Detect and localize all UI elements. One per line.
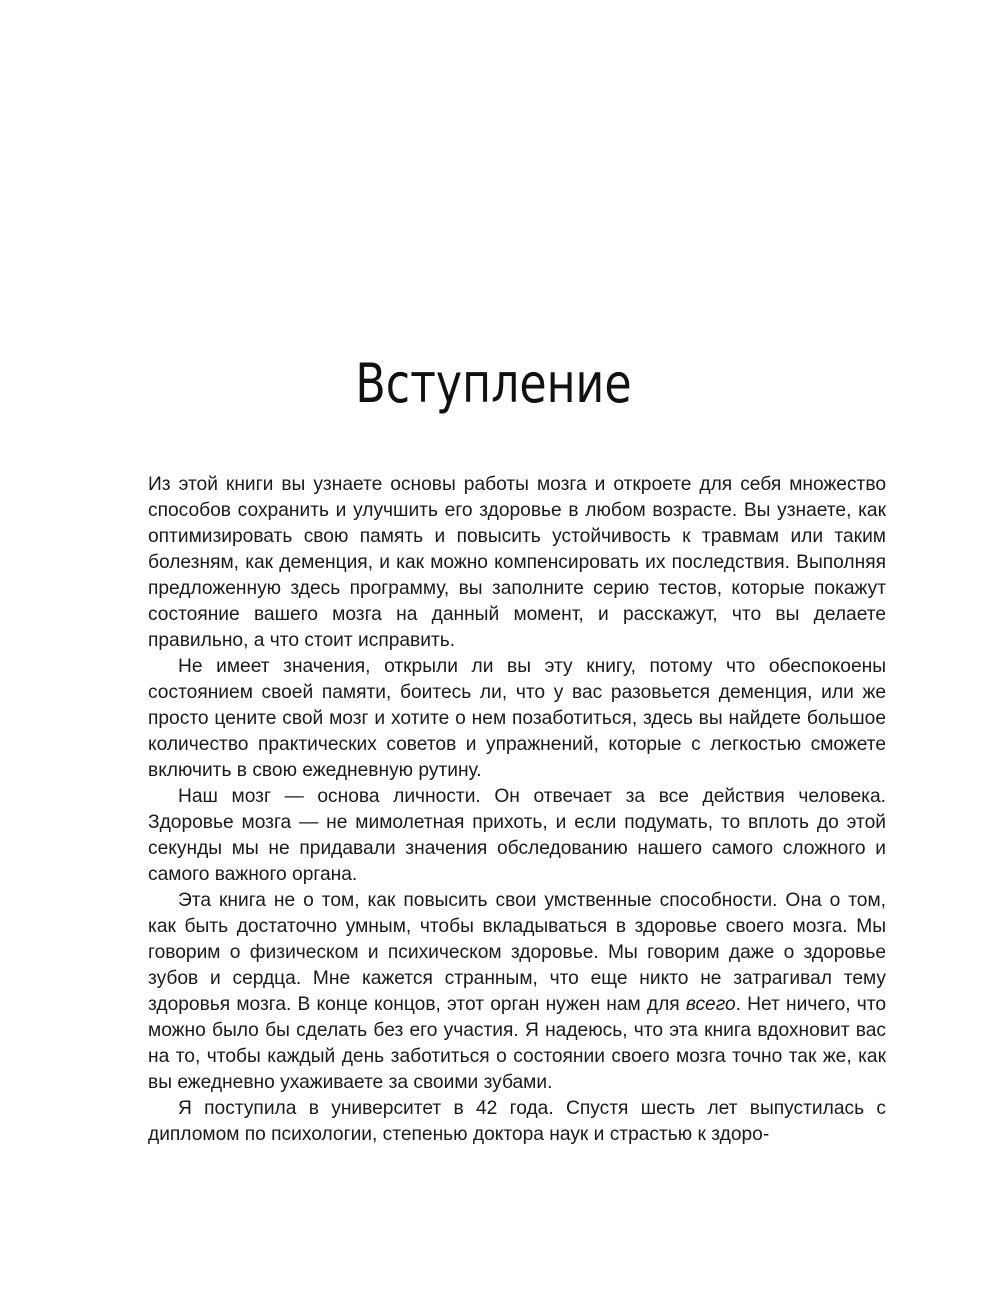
paragraph-5: Я поступила в университет в 42 года. Спустя шесть лет выпустилась с дипломом по психологии, степенью доктора наук и страстью к здоро- (148, 1098, 886, 1145)
paragraph-1: Из этой книги вы узнаете основы работы мозга и откроете для себя множество способов сохранить и улучшить его здоровье в любом возрасте. Вы узнаете, как оптимизировать свою память и повысить устойчивость к травмам или таким болезням, как деменция, и как можно компенсировать их последствия. Выполняя предложенную здесь программу, вы заполните серию тестов, которые покажут состояние вашего мозга на данный момент, и расскажут, что вы делаете правильно, а что стоит исправить. (148, 474, 886, 651)
paragraph-4-text-before-emphasis: Эта книга не о том, как повысить свои умственные способности. Она о том, как быть достаточно умным, чтобы вкладываться в здоровье своего мозга. Мы говорим о физическом и психическом здоровье. Мы говорим даже о здоровье зубов и сердца. Мне кажется странным, что еще никто не затрагивал тему здоровья мозга. В конце концов, этот орган нужен нам для (148, 890, 886, 1015)
paragraph-3: Наш мозг — основа личности. Он отвечает за все действия человека. Здоровье мозга — не мимолетная прихоть, и если подумать, то вплоть до этой секунды мы не придавали значения обследованию нашего самого сложного и самого важного органа. (148, 786, 886, 885)
emphasized-word: всего (685, 994, 736, 1015)
paragraph-2: Не имеет значения, открыли ли вы эту книгу, потому что обеспокоены состоянием своей памяти, боитесь ли, что у вас разовьется деменция, или же просто цените свой мозг и хотите о нем позаботиться, здесь вы найдете большое количество практических советов и упражнений, которые с легкостью сможете включить в свою ежедневную рутину. (148, 656, 886, 781)
paragraph-4 (148, 888, 886, 1096)
paragraph-4-text-after-emphasis: . Нет ничего, что можно было бы сделать без его участия. Я надеюсь, что эта книга вдохновит вас на то, чтобы каждый день заботиться о состоянии своего мозга точно так же, как вы ежедневно ухаживаете за своими зубами. (148, 994, 886, 1093)
chapter-body (148, 472, 886, 1148)
chapter-title: Вступление (355, 352, 632, 415)
